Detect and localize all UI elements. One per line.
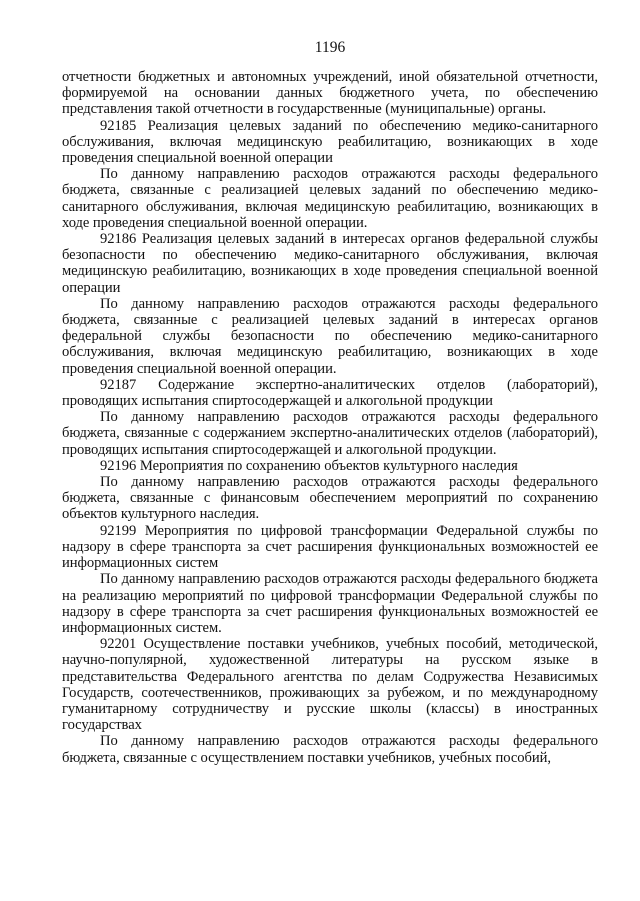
paragraph: отчетности бюджетных и автономных учреждений, иной обязательной отчетности, формируемой на основании данных бюджетного учета, по обеспечению представления такой отчетности в государственные (муниципальные) органы. xyxy=(62,69,598,118)
paragraph: По данному направлению расходов отражаются расходы федерального бюджета, связанные с реализацией целевых заданий по обеспечению медико-санитарного обслуживания, включая медицинскую реабилитацию, возникающих в ходе проведения специальной военной операции. xyxy=(62,166,598,231)
paragraph: 92199 Мероприятия по цифровой трансформации Федеральной службы по надзору в сфере транспорта за счет расширения функциональных возможностей ее информационных систем xyxy=(62,522,598,572)
document-body xyxy=(62,69,598,766)
paragraph: По данному направлению расходов отражаются расходы федерального бюджета, связанные с осуществлением поставки учебников, учебных пособий, xyxy=(62,733,598,766)
paragraph: 92186 Реализация целевых заданий в интересах органов федеральной службы безопасности по обеспечению медико-санитарного обслуживания, включая медицинскую реабилитацию, возникающих в ходе проведения специальной военной операции xyxy=(62,231,598,296)
page-number: 1196 xyxy=(314,39,346,56)
paragraph: 92185 Реализация целевых заданий по обеспечению медико-санитарного обслуживания, включая медицинскую реабилитацию, возникающих в ходе проведения специальной военной операции xyxy=(62,117,598,167)
paragraph: 92196 Мероприятия по сохранению объектов культурного наследия xyxy=(100,457,518,474)
paragraph: 92201 Осуществление поставки учебников, учебных пособий, методической, научно-популярной, художественной литературы на русском языке в представительства Федерального агентства по делам Содружества Независимых Государств, соотечественников, проживающих за рубежом, и по международному гуманитарному сотрудничеству и русские школы (классы) в иностранных государствах xyxy=(62,636,598,734)
paragraph: 92187 Содержание экспертно-аналитических отделов (лабораторий), проводящих испытания спиртосодержащей и алкогольной продукции xyxy=(62,376,598,410)
paragraph: По данному направлению расходов отражаются расходы федерального бюджета на реализацию мероприятий по цифровой трансформации Федеральной службы по надзору в сфере транспорта за счет расширения функциональных возможностей ее информационных систем. xyxy=(62,571,598,636)
paragraph: По данному направлению расходов отражаются расходы федерального бюджета, связанные с реализацией целевых заданий в интересах органов федеральной службы безопасности по обеспечению медико-санитарного обслуживания, включая медицинскую реабилитацию, возникающих в ходе проведения специальной военной операции. xyxy=(62,295,598,377)
paragraph: По данному направлению расходов отражаются расходы федерального бюджета, связанные с содержанием экспертно-аналитических отделов (лабораторий), проводящих испытания спиртосодержащей и алкогольной продукции. xyxy=(62,409,598,458)
paragraph: По данному направлению расходов отражаются расходы федерального бюджета, связанные с финансовым обеспечением мероприятий по сохранению объектов культурного наследия. xyxy=(62,474,598,523)
